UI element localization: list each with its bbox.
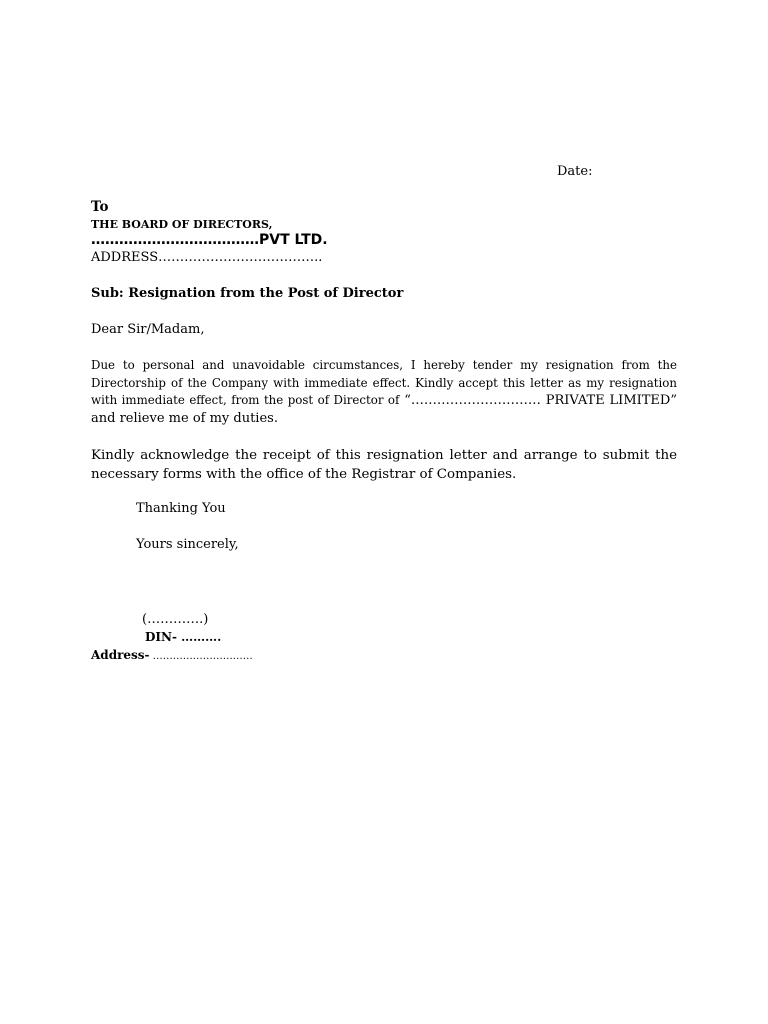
signatory-address-label: Address-	[91, 648, 150, 662]
recipient-company: ………………………………PVT LTD.	[91, 232, 328, 248]
recipient-to: To	[91, 199, 109, 215]
signatory-name: (………….)	[142, 612, 209, 627]
closing-line: Yours sincerely,	[136, 537, 239, 552]
signatory-din: DIN- ……….	[145, 630, 222, 644]
signatory-address	[91, 648, 253, 662]
recipient-address: ADDRESS………………………………..	[91, 250, 323, 265]
letter-salutation: Dear Sir/Madam,	[91, 322, 205, 337]
signatory-address-value: …………………………	[149, 651, 253, 662]
recipient-board: THE BOARD OF DIRECTORS,	[91, 218, 273, 231]
body-paragraph-2: Kindly acknowledge the receipt of this resignation letter and arrange to submit the necessary forms with the office of the Registrar of Companies.	[91, 448, 677, 482]
date-label: Date:	[557, 164, 593, 179]
body-paragraph-1	[91, 357, 677, 427]
thanking-line: Thanking You	[136, 501, 226, 516]
letter-subject: Sub: Resignation from the Post of Director	[91, 286, 404, 301]
body-paragraph-1-main: Due to personal and unavoidable circumstances, I hereby tender my resignation from the Directorship of the Company with immediate effect. Kindly accept this letter as my resignation with immediate effect, from the post of Director of	[91, 358, 677, 407]
body-paragraph-1-company: “………………………… PRIVATE LIMITED” and relieve me of my duties.	[91, 393, 677, 426]
